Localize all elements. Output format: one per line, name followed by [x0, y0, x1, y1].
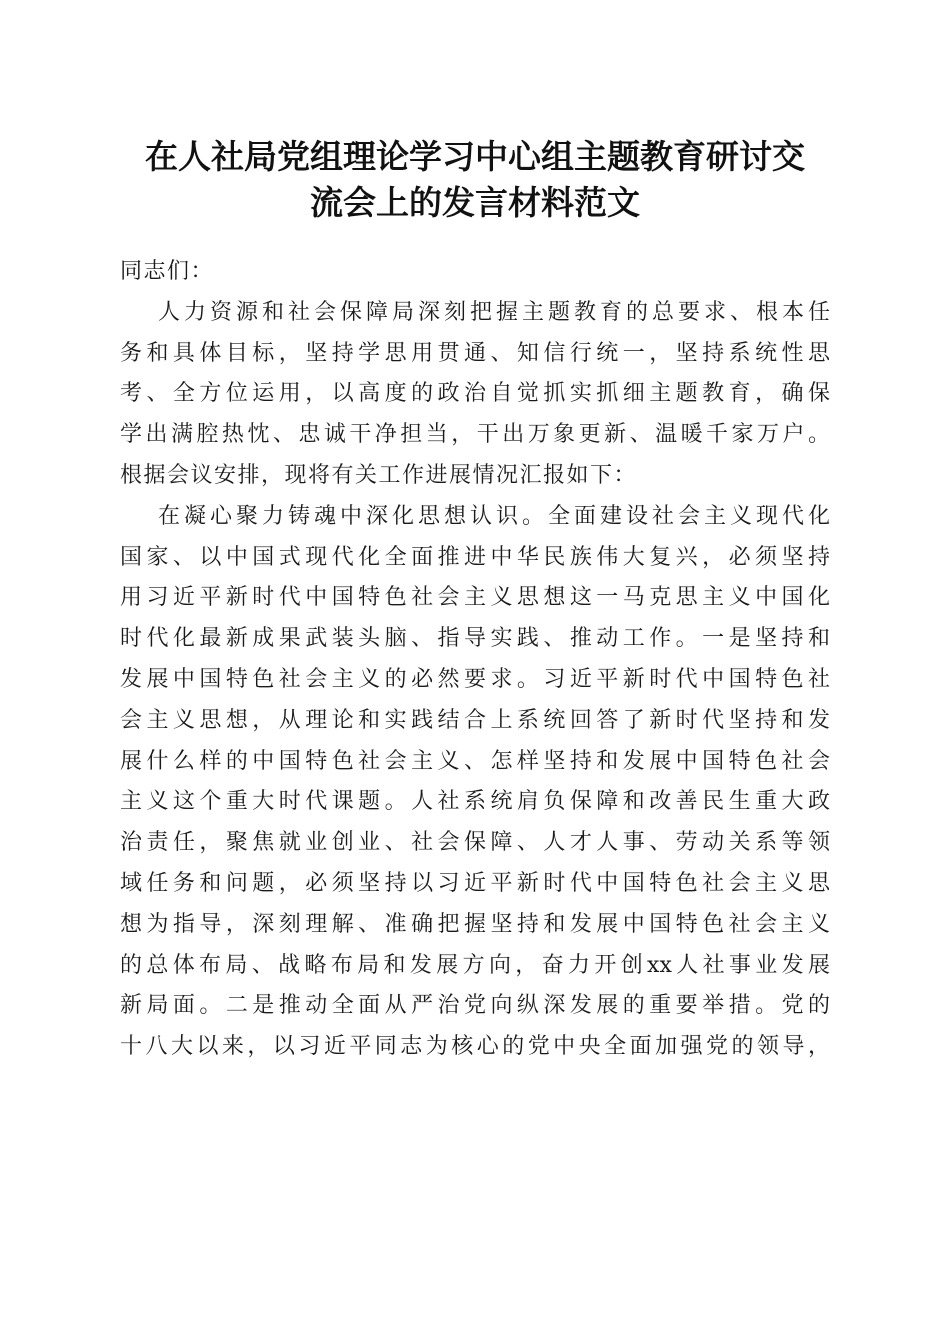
paragraph-2	[120, 497, 830, 1068]
paragraph-line: 时代化最新成果武装头脑、指导实践、推动工作。一是坚持和	[120, 626, 830, 652]
paragraph-line: 十八大以来，以习近平同志为核心的党中央全面加强党的领导，	[120, 1034, 830, 1060]
paragraph-line: 用习近平新时代中国特色社会主义思想这一马克思主义中国化	[120, 585, 830, 611]
paragraph-line: 会主义思想，从理论和实践结合上系统回答了新时代坚持和发	[120, 707, 830, 733]
paragraph-line: 想为指导，深刻理解、准确把握坚持和发展中国特色社会主义	[120, 911, 830, 937]
paragraph-line: 务和具体目标，坚持学思用贯通、知信行统一，坚持系统性思	[120, 340, 830, 366]
paragraph-line: 主义这个重大时代课题。人社系统肩负保障和改善民生重大政	[120, 789, 830, 815]
paragraph-line: 人力资源和社会保障局深刻把握主题教育的总要求、根本任	[158, 299, 830, 325]
paragraph-line: 治责任，聚焦就业创业、社会保障、人才人事、劳动关系等领	[120, 830, 830, 856]
title-line: 流会上的发言材料范文	[310, 183, 640, 222]
paragraph-line: 国家、以中国式现代化全面推进中华民族伟大复兴，必须坚持	[120, 544, 830, 570]
paragraph-line: 在凝心聚力铸魂中深化思想认识。全面建设社会主义现代化	[158, 503, 830, 529]
paragraph-line: 根据会议安排，现将有关工作进展情况汇报如下：	[120, 462, 638, 488]
paragraph-line: 展什么样的中国特色社会主义、怎样坚持和发展中国特色社会	[120, 748, 830, 774]
salutation: 同志们：	[120, 259, 215, 284]
document-title	[110, 134, 840, 226]
paragraph-1	[120, 293, 830, 497]
paragraph-line: 域任务和问题，必须坚持以习近平新时代中国特色社会主义思	[120, 870, 830, 896]
paragraph-line: 新局面。二是推动全面从严治党向纵深发展的重要举措。党的	[120, 993, 830, 1019]
title-line: 在人社局党组理论学习中心组主题教育研讨交	[145, 137, 805, 176]
paragraph-line: 发展中国特色社会主义的必然要求。习近平新时代中国特色社	[120, 666, 830, 692]
paragraph-line: 的总体布局、战略布局和发展方向，奋力开创xx人社事业发展	[120, 952, 830, 978]
paragraph-line: 考、全方位运用，以高度的政治自觉抓实抓细主题教育，确保	[120, 381, 830, 407]
document-body	[120, 252, 830, 1068]
paragraph-line: 学出满腔热忱、忠诚干净担当，干出万象更新、温暖千家万户。	[120, 422, 830, 448]
